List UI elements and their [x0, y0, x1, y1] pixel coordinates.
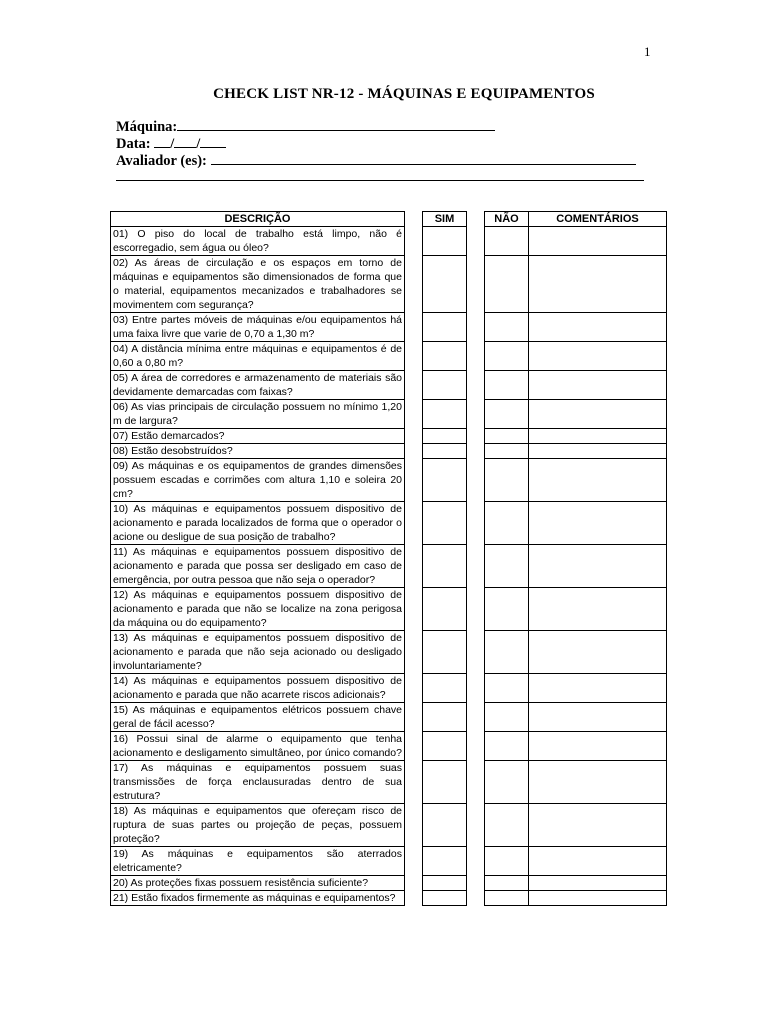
column-gap — [467, 847, 485, 876]
question-text: 05) A área de corredores e armazenamento de materiais são devidamente demarcadas com faixas? — [111, 371, 405, 400]
comentarios-cell[interactable] — [529, 502, 667, 545]
question-text: 21) Estão fixados firmemente as máquinas e equipamentos? — [111, 891, 405, 906]
maquina-field[interactable] — [177, 118, 495, 131]
nao-checkbox-cell[interactable] — [485, 502, 529, 545]
column-gap — [405, 429, 423, 444]
table-row — [111, 761, 667, 804]
nao-checkbox-cell[interactable] — [485, 342, 529, 371]
comentarios-cell[interactable] — [529, 631, 667, 674]
column-gap — [405, 804, 423, 847]
question-text: 08) Estão desobstruídos? — [111, 444, 405, 459]
data-row — [116, 135, 636, 152]
column-gap — [467, 732, 485, 761]
column-gap — [467, 459, 485, 502]
question-text: 04) A distância mínima entre máquinas e equipamentos é de 0,60 a 0,80 m? — [111, 342, 405, 371]
column-gap — [467, 703, 485, 732]
sim-checkbox-cell[interactable] — [423, 444, 467, 459]
data-year-field[interactable] — [200, 135, 226, 148]
comentarios-cell[interactable] — [529, 847, 667, 876]
comentarios-cell[interactable] — [529, 313, 667, 342]
column-gap — [405, 588, 423, 631]
column-gap — [405, 674, 423, 703]
column-gap — [405, 502, 423, 545]
table-row — [111, 545, 667, 588]
avaliador-field[interactable] — [211, 152, 636, 165]
comentarios-cell[interactable] — [529, 444, 667, 459]
avaliador-row — [116, 152, 636, 169]
nao-checkbox-cell[interactable] — [485, 804, 529, 847]
nao-checkbox-cell[interactable] — [485, 847, 529, 876]
column-gap — [467, 444, 485, 459]
question-text: 19) As máquinas e equipamentos são aterrados eletricamente? — [111, 847, 405, 876]
question-text: 02) As áreas de circulação e os espaços em torno de máquinas e equipamentos são dimensionados de forma que o material, equipamentos mecanizados e trabalhadores se movimentem com segurança? — [111, 256, 405, 313]
question-text: 16) Possui sinal de alarme o equipamento que tenha acionamento e desligamento simultâneo, por único comando? — [111, 732, 405, 761]
question-text: 06) As vias principais de circulação possuem no mínimo 1,20 m de largura? — [111, 400, 405, 429]
column-gap — [467, 502, 485, 545]
question-text: 13) As máquinas e equipamentos possuem dispositivo de acionamento e parada que não seja acionado ou desligado involuntariamente? — [111, 631, 405, 674]
question-text: 15) As máquinas e equipamentos elétricos possuem chave geral de fácil acesso? — [111, 703, 405, 732]
column-gap — [467, 631, 485, 674]
nao-checkbox-cell[interactable] — [485, 891, 529, 906]
column-gap — [405, 212, 423, 227]
nao-checkbox-cell[interactable] — [485, 545, 529, 588]
header-row — [111, 212, 667, 227]
column-gap — [405, 703, 423, 732]
comentarios-cell[interactable] — [529, 429, 667, 444]
sim-checkbox-cell[interactable] — [423, 256, 467, 313]
sim-checkbox-cell[interactable] — [423, 371, 467, 400]
question-text: 18) As máquinas e equipamentos que ofereçam risco de ruptura de suas partes ou projeção de peças, possuem proteção? — [111, 804, 405, 847]
sim-checkbox-cell[interactable] — [423, 674, 467, 703]
checklist-table — [110, 211, 667, 906]
column-gap — [467, 212, 485, 227]
column-gap — [467, 876, 485, 891]
header-sim: SIM — [423, 212, 467, 227]
comentarios-cell[interactable] — [529, 459, 667, 502]
header-nao: NÃO — [485, 212, 529, 227]
sim-checkbox-cell[interactable] — [423, 804, 467, 847]
table-row — [111, 459, 667, 502]
data-label: Data: — [116, 136, 151, 152]
nao-checkbox-cell[interactable] — [485, 703, 529, 732]
comentarios-cell[interactable] — [529, 674, 667, 703]
comentarios-cell[interactable] — [529, 227, 667, 256]
table-row — [111, 429, 667, 444]
header-comentarios: COMENTÁRIOS — [529, 212, 667, 227]
question-text: 01) O piso do local de trabalho está limpo, não é escorregadio, sem água ou óleo? — [111, 227, 405, 256]
sim-checkbox-cell[interactable] — [423, 631, 467, 674]
column-gap — [467, 804, 485, 847]
question-text: 20) As proteções fixas possuem resistência suficiente? — [111, 876, 405, 891]
nao-checkbox-cell[interactable] — [485, 588, 529, 631]
table-row — [111, 444, 667, 459]
column-gap — [467, 588, 485, 631]
table-row — [111, 313, 667, 342]
sim-checkbox-cell[interactable] — [423, 732, 467, 761]
data-day-field[interactable] — [154, 135, 170, 148]
sim-checkbox-cell[interactable] — [423, 703, 467, 732]
sim-checkbox-cell[interactable] — [423, 847, 467, 876]
comentarios-cell[interactable] — [529, 703, 667, 732]
column-gap — [405, 256, 423, 313]
sim-checkbox-cell[interactable] — [423, 459, 467, 502]
nao-checkbox-cell[interactable] — [485, 371, 529, 400]
column-gap — [405, 732, 423, 761]
document-title: CHECK LIST NR-12 - MÁQUINAS E EQUIPAMENTOS — [213, 86, 595, 102]
column-gap — [467, 674, 485, 703]
column-gap — [405, 631, 423, 674]
page-number: 1 — [644, 44, 651, 59]
question-text: 09) As máquinas e os equipamentos de grandes dimensões possuem escadas e corrimões com altura 1,10 e soleira 20 cm? — [111, 459, 405, 502]
sim-checkbox-cell[interactable] — [423, 876, 467, 891]
avaliador-label: Avaliador (es): — [116, 153, 207, 169]
column-gap — [405, 313, 423, 342]
sim-checkbox-cell[interactable] — [423, 429, 467, 444]
question-text: 07) Estão demarcados? — [111, 429, 405, 444]
question-text: 14) As máquinas e equipamentos possuem dispositivo de acionamento e parada que não acarrete riscos adicionais? — [111, 674, 405, 703]
column-gap — [467, 256, 485, 313]
avaliador-field-continuation[interactable] — [116, 180, 644, 181]
nao-checkbox-cell[interactable] — [485, 429, 529, 444]
question-text: 10) As máquinas e equipamentos possuem dispositivo de acionamento e parada localizados de forma que o operador o acione ou desligue de sua posição de trabalho? — [111, 502, 405, 545]
sim-checkbox-cell[interactable] — [423, 545, 467, 588]
question-text: 03) Entre partes móveis de máquinas e/ou equipamentos há uma faixa livre que varie de 0,70 a 1,30 m? — [111, 313, 405, 342]
column-gap — [467, 429, 485, 444]
sim-checkbox-cell[interactable] — [423, 891, 467, 906]
table-row — [111, 674, 667, 703]
table-row — [111, 227, 667, 256]
header-descricao: DESCRIÇÃO — [111, 212, 405, 227]
nao-checkbox-cell[interactable] — [485, 313, 529, 342]
sim-checkbox-cell[interactable] — [423, 400, 467, 429]
sim-checkbox-cell[interactable] — [423, 227, 467, 256]
column-gap — [467, 371, 485, 400]
column-gap — [467, 545, 485, 588]
table-row — [111, 588, 667, 631]
sim-checkbox-cell[interactable] — [423, 502, 467, 545]
table-row — [111, 502, 667, 545]
maquina-label: Máquina: — [116, 119, 178, 135]
table-row — [111, 342, 667, 371]
maquina-row — [116, 118, 636, 135]
table-row — [111, 256, 667, 313]
column-gap — [467, 227, 485, 256]
table-row — [111, 891, 667, 906]
column-gap — [405, 459, 423, 502]
column-gap — [405, 342, 423, 371]
column-gap — [405, 545, 423, 588]
comentarios-cell[interactable] — [529, 891, 667, 906]
comentarios-cell[interactable] — [529, 545, 667, 588]
nao-checkbox-cell[interactable] — [485, 732, 529, 761]
column-gap — [467, 342, 485, 371]
table-row — [111, 400, 667, 429]
column-gap — [405, 876, 423, 891]
nao-checkbox-cell[interactable] — [485, 631, 529, 674]
comentarios-cell[interactable] — [529, 761, 667, 804]
table-row — [111, 732, 667, 761]
column-gap — [405, 444, 423, 459]
sim-checkbox-cell[interactable] — [423, 761, 467, 804]
comentarios-cell[interactable] — [529, 342, 667, 371]
nao-checkbox-cell[interactable] — [485, 674, 529, 703]
table-row — [111, 804, 667, 847]
header-form — [116, 118, 636, 169]
table-row — [111, 847, 667, 876]
nao-checkbox-cell[interactable] — [485, 256, 529, 313]
column-gap — [405, 761, 423, 804]
table-row — [111, 876, 667, 891]
table-row — [111, 703, 667, 732]
table-row — [111, 371, 667, 400]
column-gap — [405, 371, 423, 400]
question-text: 17) As máquinas e equipamentos possuem suas transmissões de força enclausuradas dentro de sua estrutura? — [111, 761, 405, 804]
column-gap — [467, 761, 485, 804]
comentarios-cell[interactable] — [529, 804, 667, 847]
question-text: 11) As máquinas e equipamentos possuem dispositivo de acionamento e parada que possa ser desligado em caso de emergência, por outra pessoa que não seja o operador? — [111, 545, 405, 588]
date-separator: / — [170, 136, 175, 152]
column-gap — [467, 891, 485, 906]
column-gap — [467, 313, 485, 342]
date-separator: / — [196, 136, 201, 152]
nao-checkbox-cell[interactable] — [485, 459, 529, 502]
nao-checkbox-cell[interactable] — [485, 227, 529, 256]
comentarios-cell[interactable] — [529, 588, 667, 631]
nao-checkbox-cell[interactable] — [485, 761, 529, 804]
comentarios-cell[interactable] — [529, 256, 667, 313]
column-gap — [405, 847, 423, 876]
nao-checkbox-cell[interactable] — [485, 400, 529, 429]
sim-checkbox-cell[interactable] — [423, 342, 467, 371]
comentarios-cell[interactable] — [529, 400, 667, 429]
sim-checkbox-cell[interactable] — [423, 313, 467, 342]
comentarios-cell[interactable] — [529, 876, 667, 891]
column-gap — [467, 400, 485, 429]
data-month-field[interactable] — [174, 135, 196, 148]
comentarios-cell[interactable] — [529, 732, 667, 761]
sim-checkbox-cell[interactable] — [423, 588, 467, 631]
column-gap — [405, 891, 423, 906]
nao-checkbox-cell[interactable] — [485, 876, 529, 891]
table-row — [111, 631, 667, 674]
column-gap — [405, 227, 423, 256]
question-text: 12) As máquinas e equipamentos possuem dispositivo de acionamento e parada que não se localize na zona perigosa da máquina ou do equipamento? — [111, 588, 405, 631]
comentarios-cell[interactable] — [529, 371, 667, 400]
nao-checkbox-cell[interactable] — [485, 444, 529, 459]
column-gap — [405, 400, 423, 429]
